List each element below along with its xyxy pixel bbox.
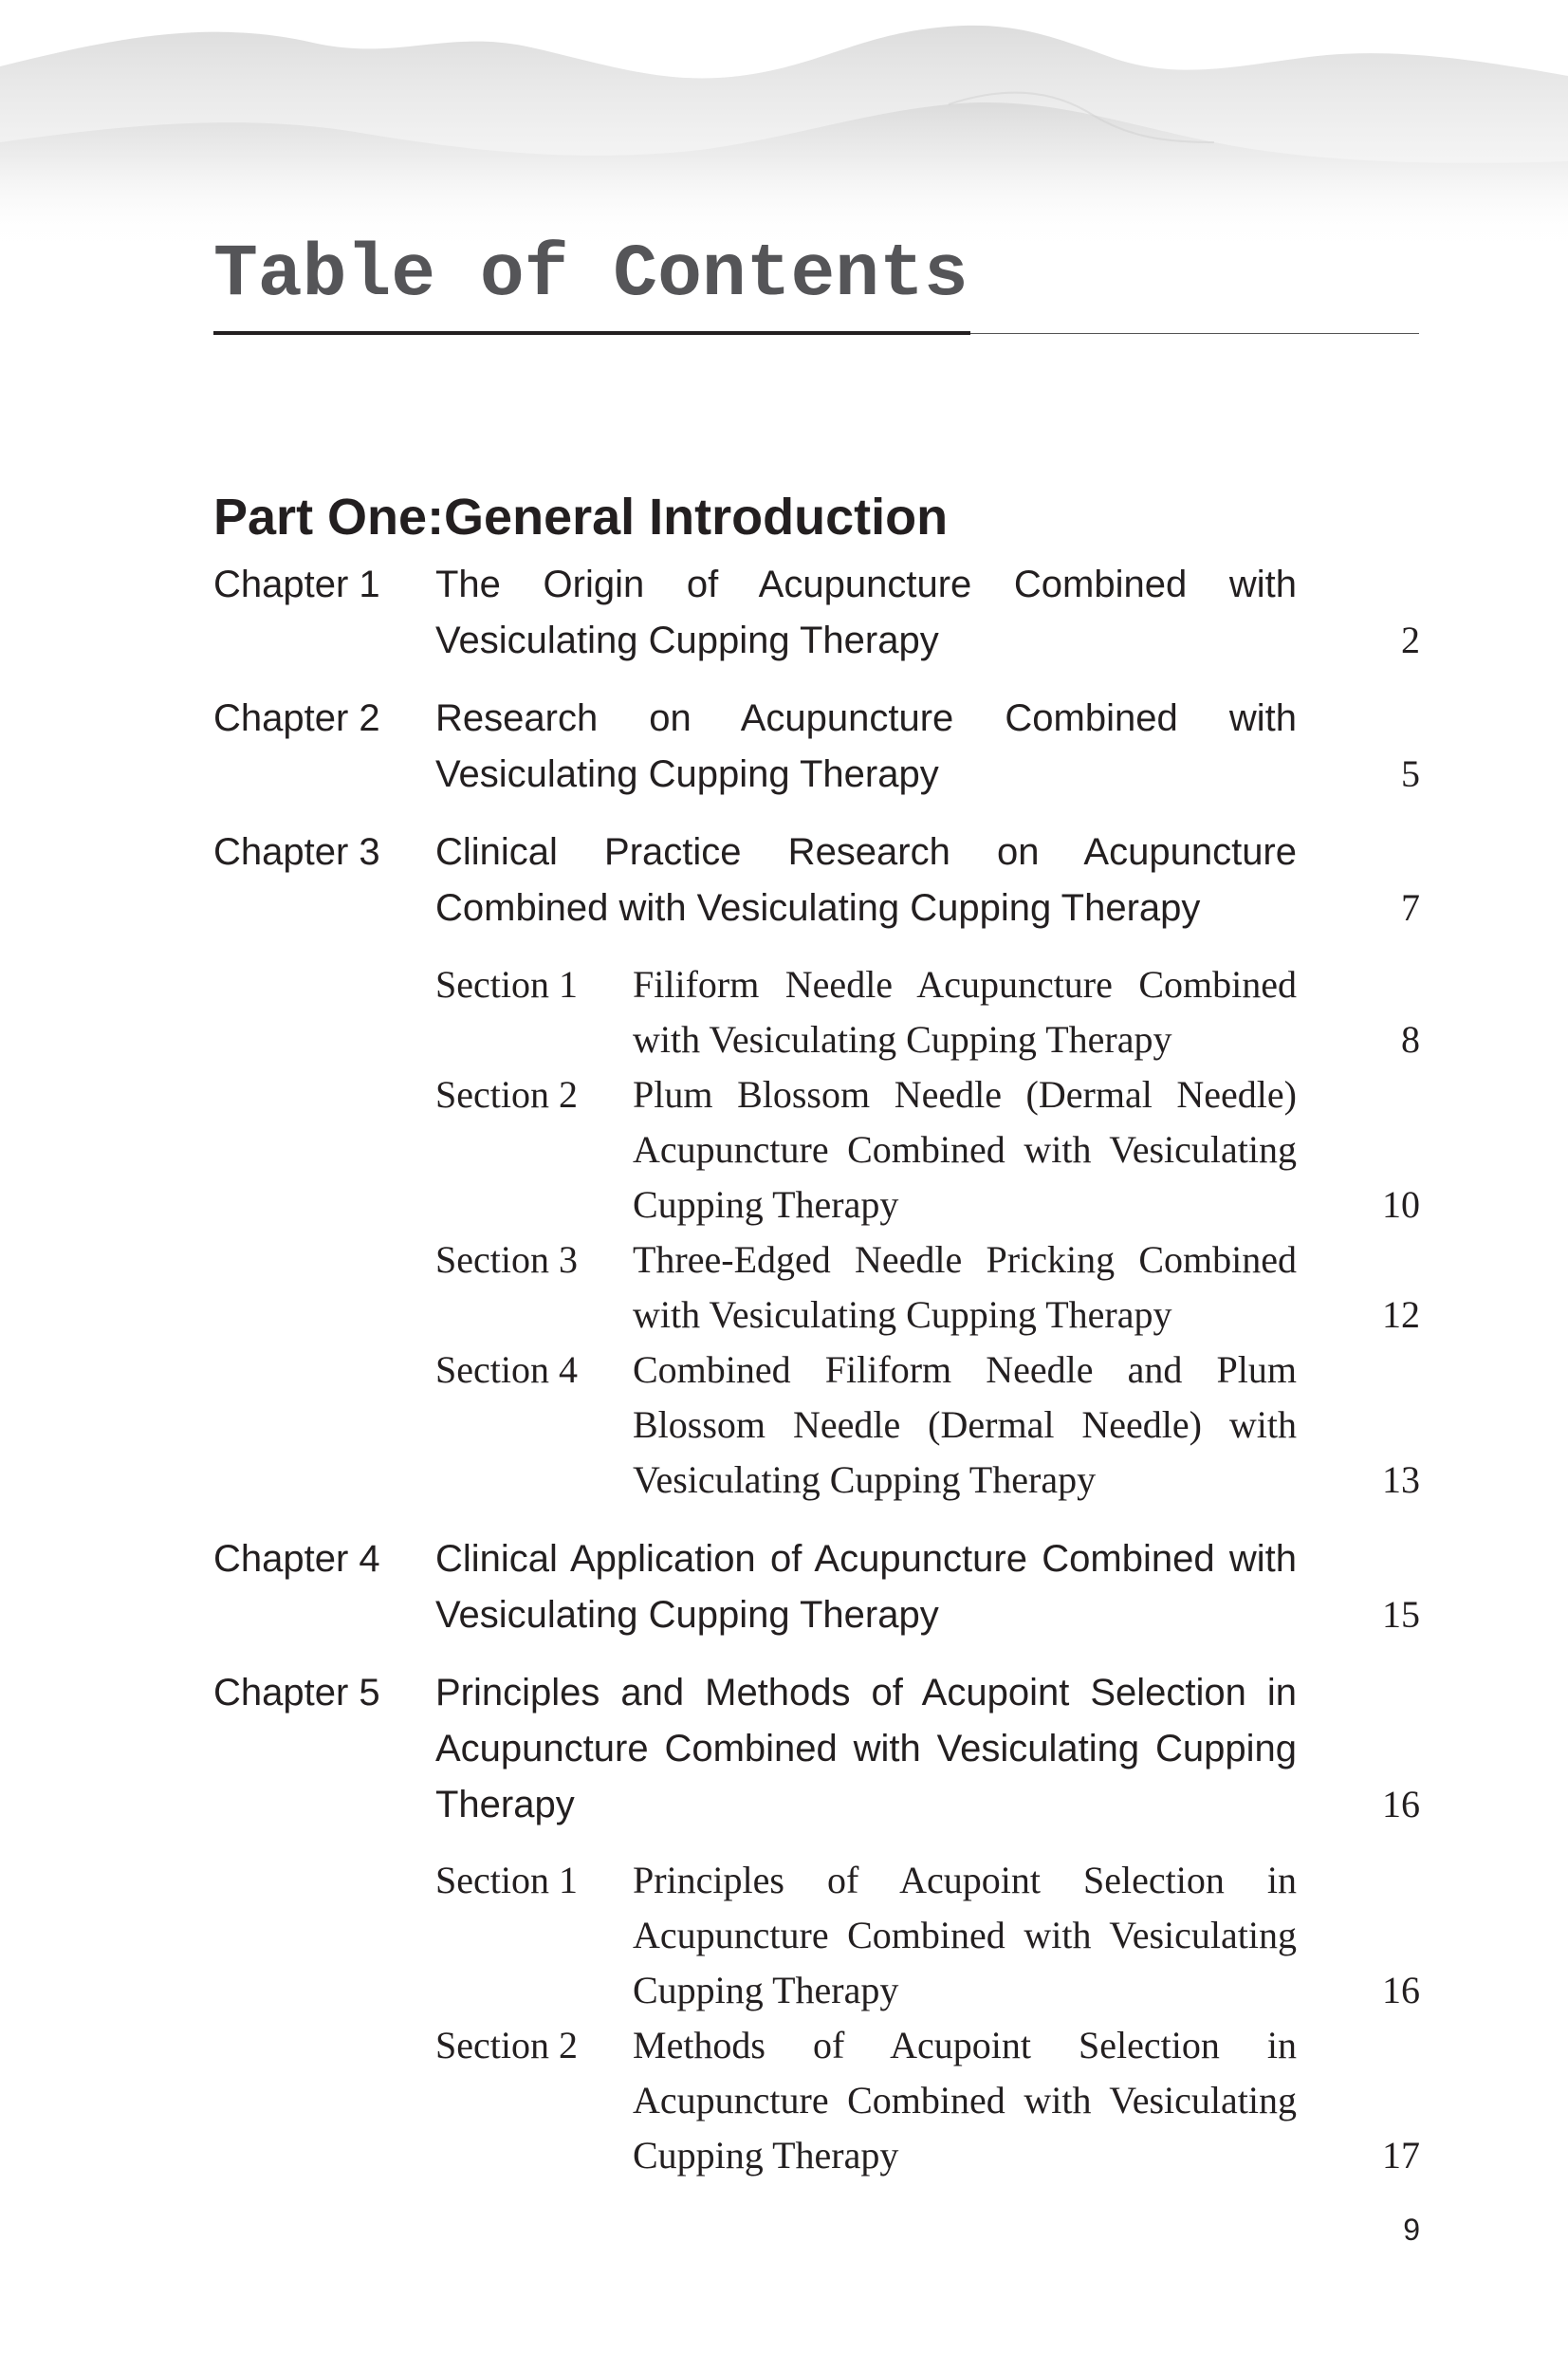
- page-number: 9: [1403, 2213, 1420, 2247]
- section-title: Methods of Acupoint Selection in Acupuncture Combined with Vesiculating Cupping Therapy: [633, 2024, 1297, 2177]
- section-label: Section 2: [435, 2024, 578, 2066]
- page-ref: 2: [1401, 619, 1420, 661]
- section-title: Three-Edged Needle Pricking Combined with Vesiculating Cupping Therapy: [633, 1238, 1297, 1336]
- chapter-label: Chapter 4: [213, 1538, 380, 1580]
- title-underline-thick: [213, 331, 970, 335]
- chapter-label: Chapter 5: [213, 1672, 380, 1714]
- chapter-label: Chapter 2: [213, 697, 380, 739]
- chapter-title: Clinical Application of Acupuncture Combined with Vesiculating Cupping Therapy: [435, 1538, 1297, 1636]
- chapter-label: Chapter 3: [213, 831, 380, 873]
- page-ref: 8: [1401, 1018, 1420, 1061]
- section-label: Section 1: [435, 963, 578, 1006]
- chapter-title: Clinical Practice Research on Acupuncture Combined with Vesiculating Cupping Therapy: [435, 831, 1297, 929]
- section-title: Principles of Acupoint Selection in Acupuncture Combined with Vesiculating Cupping Therapy: [633, 1859, 1297, 2011]
- section-label: Section 3: [435, 1238, 578, 1281]
- page-title: Table of Contents: [213, 233, 968, 317]
- page-ref: 13: [1382, 1458, 1420, 1501]
- page-ref: 12: [1382, 1293, 1420, 1336]
- title-underline-thin: [970, 333, 1419, 334]
- page-ref: 15: [1382, 1593, 1420, 1636]
- page-ref: 16: [1382, 1783, 1420, 1825]
- page-ref: 7: [1401, 886, 1420, 929]
- page-ref: 16: [1382, 1969, 1420, 2011]
- chapter-label: Chapter 1: [213, 564, 380, 605]
- section-title: Plum Blossom Needle (Dermal Needle) Acupuncture Combined with Vesiculating Cupping Therapy: [633, 1073, 1297, 1226]
- section-label: Section 2: [435, 1073, 578, 1116]
- page-ref: 17: [1382, 2134, 1420, 2177]
- page-ref: 10: [1382, 1183, 1420, 1226]
- section-label: Section 4: [435, 1348, 578, 1391]
- section-title: Combined Filiform Needle and Plum Blossom Needle (Dermal Needle) with Vesiculating Cupping Therapy: [633, 1348, 1297, 1501]
- section-label: Section 1: [435, 1859, 578, 1901]
- part-title: Part One:General Introduction: [213, 489, 949, 546]
- chapter-title: Research on Acupuncture Combined with Vesiculating Cupping Therapy: [435, 697, 1297, 795]
- mountain-mist-decoration: [0, 0, 1568, 247]
- chapter-title: The Origin of Acupuncture Combined with Vesiculating Cupping Therapy: [435, 564, 1297, 661]
- page-ref: 5: [1401, 752, 1420, 795]
- chapter-title: Principles and Methods of Acupoint Selection in Acupuncture Combined with Vesiculating Cupping Therapy: [435, 1672, 1297, 1825]
- section-title: Filiform Needle Acupuncture Combined with Vesiculating Cupping Therapy: [633, 963, 1297, 1061]
